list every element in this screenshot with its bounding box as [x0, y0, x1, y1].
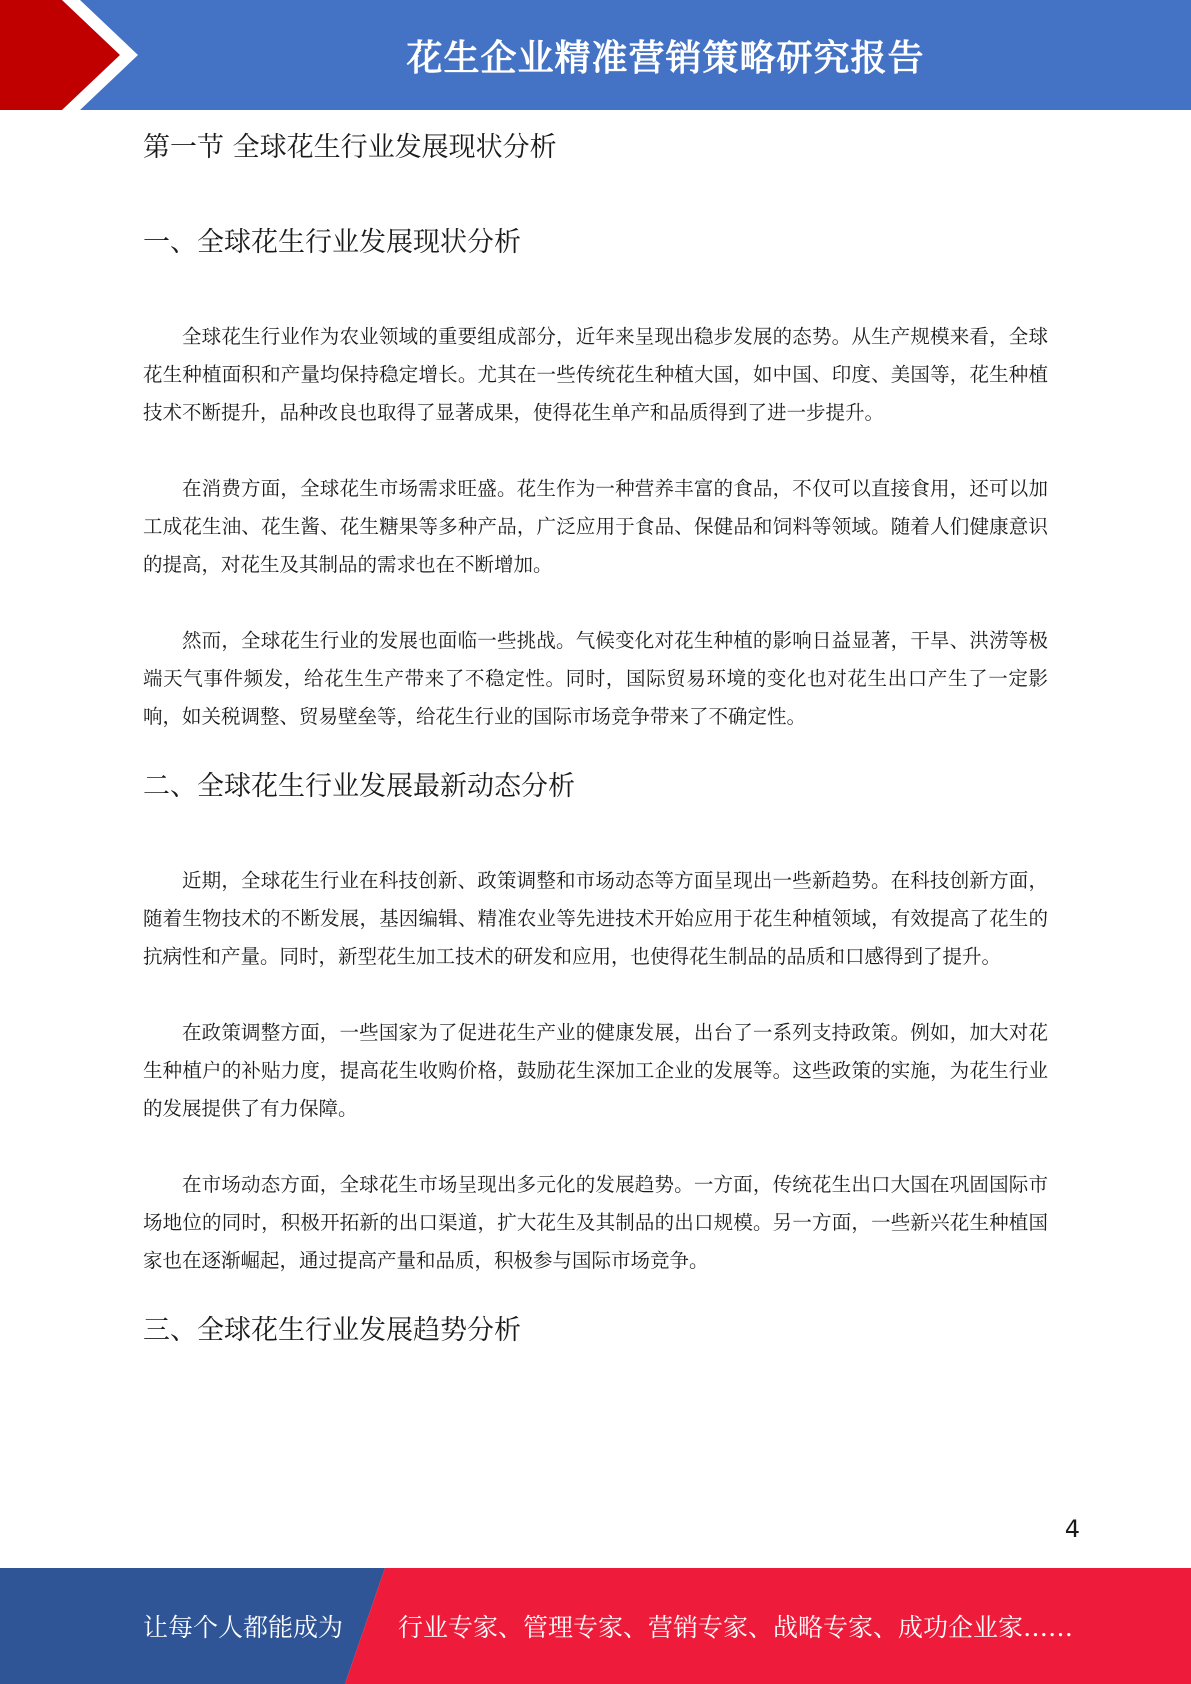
- chevron-arrow-icon: [0, 0, 150, 110]
- paragraph: 然而，全球花生行业的发展也面临一些挑战。气候变化对花生种植的影响日益显著，干旱、洪涝等极端天气事件频发，给花生生产带来了不稳定性。同时，国际贸易环境的变化也对花生出口产生了一定影响，如关税调整、贸易壁垒等，给花生行业的国际市场竞争带来了不确定性。: [143, 629, 1048, 728]
- paragraph: 在市场动态方面，全球花生市场呈现出多元化的发展趋势。一方面，传统花生出口大国在巩固国际市场地位的同时，积极开拓新的出口渠道，扩大花生及其制品的出口规模。另一方面，一些新兴花生种植国家也在逐渐崛起，通过提高产量和品质，积极参与国际市场竞争。: [143, 1173, 1048, 1272]
- paragraph: 在消费方面，全球花生市场需求旺盛。花生作为一种营养丰富的食品，不仅可以直接食用，还可以加工成花生油、花生酱、花生糖果等多种产品，广泛应用于食品、保健品和饲料等领域。随着人们健康意识的提高，对花生及其制品的需求也在不断增加。: [143, 477, 1048, 576]
- paragraph: 在政策调整方面，一些国家为了促进花生产业的健康发展，出台了一系列支持政策。例如，加大对花生种植户的补贴力度，提高花生收购价格，鼓励花生深加工企业的发展等。这些政策的实施，为花生行业的发展提供了有力保障。: [143, 1021, 1048, 1120]
- footer-slogan-right: 行业专家、管理专家、营销专家、战略专家、成功企业家……: [398, 1613, 1074, 1642]
- header-banner: [0, 0, 1191, 110]
- paragraph: 全球花生行业作为农业领域的重要组成部分，近年来呈现出稳步发展的态势。从生产规模来看，全球花生种植面积和产量均保持稳定增长。尤其在一些传统花生种植大国，如中国、印度、美国等，花生种植技术不断提升，品种改良也取得了显著成果，使得花生单产和品质得到了进一步提升。: [143, 325, 1048, 424]
- paragraph: 近期，全球花生行业在科技创新、政策调整和市场动态等方面呈现出一些新趋势。在科技创新方面，随着生物技术的不断发展，基因编辑、精准农业等先进技术开始应用于花生种植领域，有效提高了花生的抗病性和产量。同时，新型花生加工技术的研发和应用，也使得花生制品的品质和口感得到了提升。: [143, 869, 1048, 968]
- section-title: 第一节 全球花生行业发展现状分析: [143, 132, 557, 163]
- page-content: [143, 118, 1048, 1356]
- footer-slogan-left: 让每个人都能成为: [143, 1613, 344, 1642]
- report-title: 花生企业精准营销策略研究报告: [406, 37, 925, 79]
- subsection-heading-2: 二、全球花生行业发展最新动态分析: [143, 771, 575, 802]
- subsection-heading-1: 一、全球花生行业发展现状分析: [143, 227, 521, 258]
- subsection-heading-3: 三、全球花生行业发展趋势分析: [143, 1315, 521, 1346]
- footer-banner: [0, 1568, 1191, 1684]
- page-number: 4: [1064, 1515, 1080, 1543]
